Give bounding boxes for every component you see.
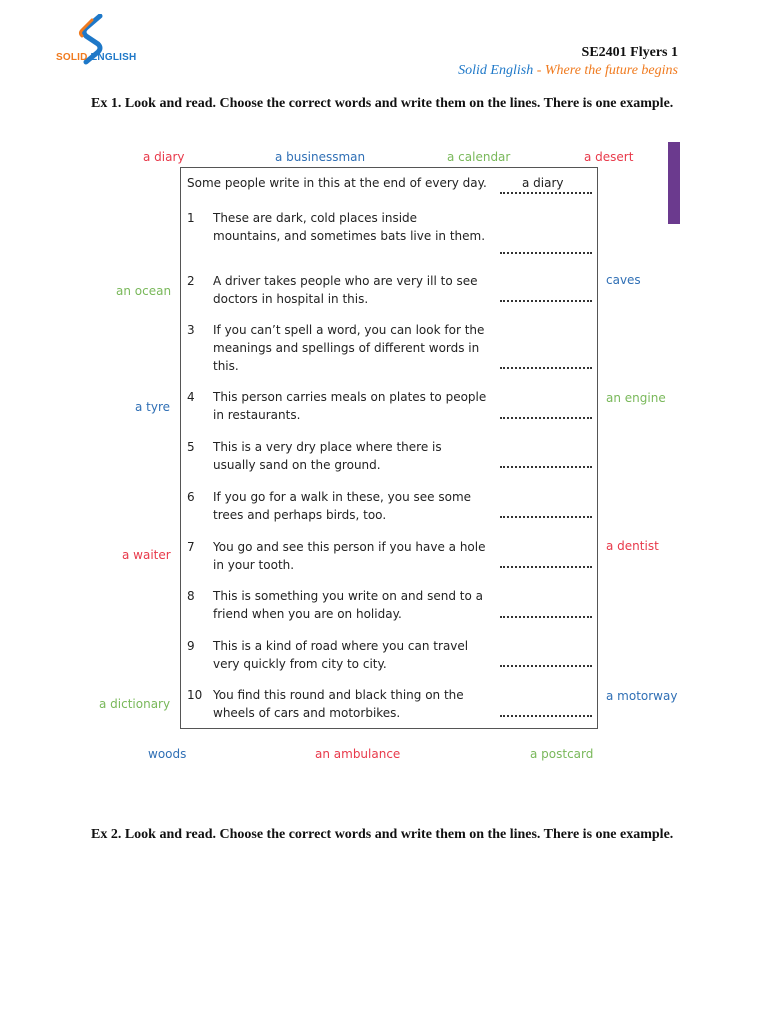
example-question: Some people write in this at the end of every day. [187,176,487,190]
question-text: This is a very dry place where there is usually sand on the ground. [213,440,442,472]
example-answer-line [500,192,592,194]
question-number: 6 [187,490,195,504]
answer-line[interactable] [500,417,592,419]
tagline-motto: Where the future begins [544,63,678,78]
question-text: If you can’t spell a word, you can look for the meanings and spellings of different words in this. [213,323,485,373]
word-a-businessman: a businessman [275,150,366,164]
logo-wordmark [56,52,136,63]
word-a-motorway: a motorway [606,689,678,703]
example-answer: a diary [522,176,564,190]
course-code: SE2401 Flyers 1 [581,45,678,60]
answer-line[interactable] [500,715,592,717]
question-number: 3 [187,323,195,337]
question-number: 2 [187,274,195,288]
tagline-dash: - [536,63,542,78]
question-text: These are dark, cold places inside mountains, and sometimes bats live in them. [213,211,486,243]
answer-line[interactable] [500,616,592,618]
question-text: This is something you write on and send to a friend when you are on holiday. [213,589,483,621]
question-number: 4 [187,390,195,404]
question-text: This is a kind of road where you can travel very quickly from city to city. [213,639,469,671]
logo-english: ENGLISH [90,52,137,63]
side-tab-decoration [668,142,680,224]
word-an-engine: an engine [606,391,666,405]
question-number: 5 [187,440,195,454]
logo-solid: SOLID [56,52,88,63]
question-number: 7 [187,540,195,554]
word-a-waiter: a waiter [122,548,171,562]
word-caves: caves [606,273,641,287]
answer-line[interactable] [500,466,592,468]
answer-line[interactable] [500,300,592,302]
word-a-tyre: a tyre [135,400,171,414]
question-number: 8 [187,589,195,603]
question-text: This person carries meals on plates to people in restaurants. [213,390,487,422]
question-text: You find this round and black thing on the wheels of cars and motorbikes. [213,688,464,720]
question-number: 9 [187,639,195,653]
question-text: If you go for a walk in these, you see some trees and perhaps birds, too. [213,490,472,522]
question-text: A driver takes people who are very ill to see doctors in hospital in this. [213,274,478,306]
tagline [458,63,678,79]
ex1-instruction: Ex 1. Look and read. Choose the correct words and write them on the lines. There is one example. [91,96,674,111]
word-an-ambulance: an ambulance [315,747,401,761]
question-number: 1 [187,211,195,225]
word-a-dictionary: a dictionary [99,697,171,711]
answer-line[interactable] [500,665,592,667]
answer-line[interactable] [500,252,592,254]
word-a-postcard: a postcard [530,747,594,761]
answer-line[interactable] [500,367,592,369]
word-a-calendar: a calendar [447,150,511,164]
word-woods: woods [148,747,187,761]
answer-line[interactable] [500,566,592,568]
question-text: You go and see this person if you have a hole in your tooth. [213,540,486,572]
ex2-instruction: Ex 2. Look and read. Choose the correct words and write them on the lines. There is one example. [91,827,674,842]
word-a-diary: a diary [143,150,185,164]
word-an-ocean: an ocean [116,284,172,298]
tagline-brand: Solid English [458,63,534,78]
word-a-dentist: a dentist [606,539,659,553]
answer-line[interactable] [500,516,592,518]
question-number: 10 [187,688,203,702]
word-a-desert: a desert [584,150,634,164]
